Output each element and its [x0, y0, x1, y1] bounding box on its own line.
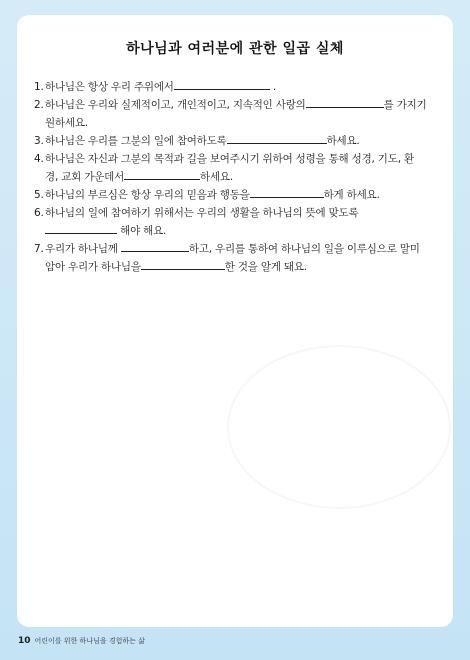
answer-blank[interactable]	[124, 168, 200, 180]
item-text: 하세요.	[326, 135, 360, 147]
answer-blank[interactable]	[250, 186, 324, 198]
item-text: 하나님은 우리를 그분의 일에 참여하도록	[45, 135, 227, 147]
item-number: 1.	[34, 81, 44, 93]
list-item-6	[34, 204, 442, 240]
item-text: 한 것을 알게 돼요.	[224, 261, 307, 273]
item-number: 2.	[34, 99, 44, 111]
answer-blank[interactable]	[227, 132, 327, 144]
list-item-3	[34, 132, 442, 150]
item-number: 3.	[34, 135, 44, 147]
item-text: 해야 해요.	[120, 225, 167, 237]
list-item-1	[34, 78, 442, 96]
item-text: 하고, 우리를 통하여 하나님의 일을 이루심으로 말미	[188, 243, 420, 255]
answer-blank[interactable]	[306, 96, 384, 108]
page-footer	[18, 636, 145, 646]
fill-in-list	[34, 78, 442, 276]
item-text: 암아 우리가 하나님을	[45, 261, 141, 273]
answer-blank[interactable]	[174, 78, 270, 90]
list-item-4	[34, 150, 442, 186]
item-text: 하나님은 자신과 그분의 목적과 길을 보여주시기 위하여 성령을 통해 성경, 기도, 환	[45, 153, 414, 165]
item-number: 7.	[34, 243, 44, 255]
answer-blank[interactable]	[121, 240, 189, 252]
item-text: 하게 하세요.	[323, 189, 380, 201]
list-item-7	[34, 240, 442, 276]
watermark-illustration	[227, 345, 451, 509]
item-number: 4.	[34, 153, 44, 165]
answer-blank[interactable]	[141, 258, 225, 270]
item-text: 하나님은 우리와 실제적이고, 개인적이고, 지속적인 사랑의	[45, 99, 306, 111]
item-text: 원하세요.	[45, 117, 88, 129]
item-text: 경, 교회 가운데서	[45, 171, 125, 183]
item-number: 6.	[34, 207, 44, 219]
page-number: 10	[18, 636, 31, 646]
item-text: 하세요.	[200, 171, 233, 183]
book-title: 어린이를 위한 하나님을 경험하는 삶	[34, 637, 145, 645]
item-text: 하나님의 일에 참여하기 위해서는 우리의 생활을 하나님의 뜻에 맞도록	[45, 207, 359, 219]
item-text: 하나님의 부르심은 항상 우리의 믿음과 행동을	[45, 189, 250, 201]
list-item-2	[34, 96, 442, 132]
list-item-5	[34, 186, 442, 204]
answer-blank[interactable]	[45, 222, 117, 234]
item-text: 하나님은 항상 우리 주위에서	[45, 81, 174, 93]
item-number: 5.	[34, 189, 44, 201]
item-text: 우리가 하나님께	[45, 243, 118, 255]
page-title: 하나님과 여러분에 관한 일곱 실체	[126, 41, 344, 57]
item-text: .	[272, 81, 277, 93]
item-text: 를 가지기	[383, 99, 427, 111]
